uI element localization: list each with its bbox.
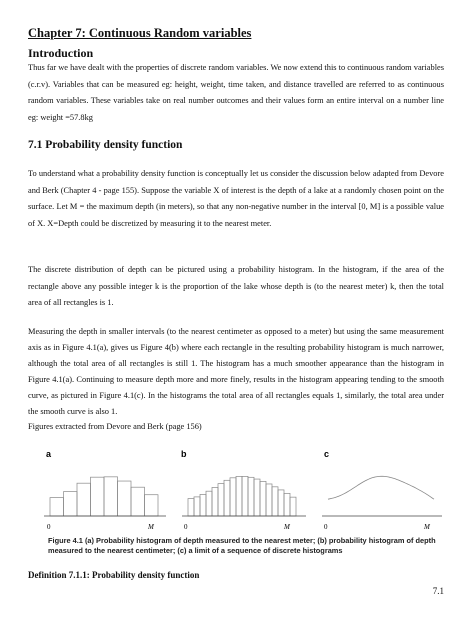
panel-c-max: M	[424, 523, 430, 531]
page-number: 7.1	[432, 586, 444, 596]
histogram-bar	[284, 493, 290, 516]
section-heading: 7.1 Probability density function	[28, 139, 183, 151]
histogram-bar	[260, 481, 266, 516]
chapter-title: Chapter 7: Continuous Random variables	[28, 26, 252, 40]
panel-b-histogram	[188, 476, 296, 516]
histogram-bar	[104, 477, 118, 516]
histogram-bar	[290, 497, 296, 516]
para-discrete-histogram: The discrete distribution of depth can be pictured using a probability histogram. In the histogram, if the area of the rectangle above any possible integer k is the proportion of the lake whose depth is (to the nearest meter) k, then the total area of all rectangles is 1.	[28, 265, 444, 307]
histogram-bar	[224, 480, 230, 516]
figure-caption: Figure 4.1 (a) Probability histogram of depth measured to the nearest meter; (b) probability histogram of depth measured to the nearest centimeter; (c) a limit of a sequence of discrete histograms	[48, 536, 436, 555]
histogram-bar	[236, 476, 242, 516]
panel-a-max: M	[148, 523, 154, 531]
histogram-bar	[200, 494, 206, 516]
panel-c-density-curve	[328, 476, 434, 499]
histogram-bar	[118, 481, 132, 516]
histogram-bar	[278, 490, 284, 516]
histogram-bar	[272, 487, 278, 516]
panel-a-histogram	[50, 477, 158, 516]
histogram-bar	[50, 498, 64, 516]
panel-c-zero: 0	[324, 523, 328, 531]
histogram-bar	[77, 483, 91, 516]
intro-heading: Introduction	[28, 46, 94, 60]
figure-4-1	[30, 446, 450, 586]
histogram-bar	[248, 477, 254, 516]
histogram-bar	[254, 479, 260, 516]
panel-a-letter: a	[46, 449, 52, 459]
intro-paragraph: Thus far we have dealt with the properties of discrete random variables. We now extend this to continuous random variables (c.r.v). Variables that can be measured eg: height, weight, time taken, and distance travelled are referred to as continuous random variables. These variables take on real number outcomes and their values form an entire interval on a number line eg: weight =57.8kg	[28, 63, 444, 122]
panel-a-zero: 0	[47, 523, 51, 531]
histogram-bar	[91, 477, 105, 516]
histogram-bar	[194, 497, 200, 516]
histogram-bar	[242, 476, 248, 516]
histogram-bar	[218, 484, 224, 516]
histogram-bar	[131, 487, 145, 516]
para-finer-measurement: Measuring the depth in smaller intervals (to the nearest centimeter as opposed to a meter) but using the same measurement axis as in Figure 4.1(a), gives us Figure 4(b) where each rectangle in the resulting probability histogram is much narrower, although the total area of all rectangles is still 1. The histogram has a much smoother appearance than the histogram in Figure 4.1(a). Continuing to measure depth more and more finely, results in the histogram appearing tending to the smooth curve, as pictured in Figure 4.1(c). In the histograms the total area of all rectangles equals 1, similarly, the total area under the smooth curve is also 1.	[28, 327, 444, 416]
histogram-bar	[188, 499, 194, 516]
histogram-bar	[230, 478, 236, 516]
figures-source: Figures extracted from Devore and Berk (page 156)	[28, 422, 202, 431]
histogram-bar	[64, 492, 78, 516]
figure-panels	[30, 446, 450, 536]
definition-heading: Definition 7.1.1: Probability density function	[28, 570, 200, 580]
histogram-bar	[206, 491, 212, 516]
para-pdf-intro: To understand what a probability density function is conceptually let us consider the discussion below adapted from Devore and Berk (Chapter 4 - page 155). Suppose the variable X of interest is the depth of a lake at a randomly chosen point on the surface. Let M = the maximum depth (in meters), so that any non-negative number in the interval [0, M] is a possible value of X. X=Depth could be discretized by measuring it to the nearest meter.	[28, 169, 444, 228]
panel-b-letter: b	[181, 449, 187, 459]
histogram-bar	[212, 487, 218, 516]
panel-c-letter: c	[324, 449, 330, 459]
histogram-bar	[266, 484, 272, 516]
panel-b-max: M	[284, 523, 290, 531]
panel-b-zero: 0	[184, 523, 188, 531]
histogram-bar	[145, 495, 159, 516]
